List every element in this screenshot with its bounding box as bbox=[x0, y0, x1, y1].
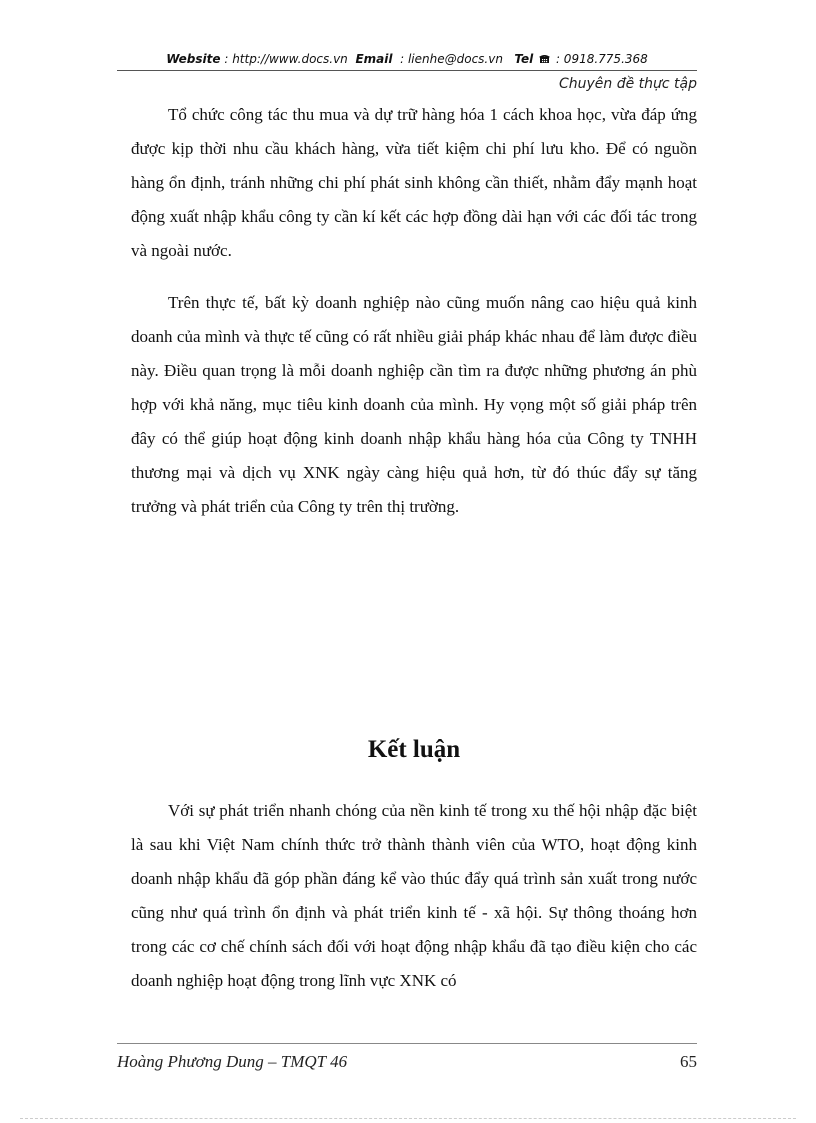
page-number: 65 bbox=[680, 1052, 697, 1071]
paragraph-text: Trên thực tế, bất kỳ doanh nghiệp nào cũng muốn nâng cao hiệu quả kinh doanh của mình và thực tế cũng có rất nhiều giải pháp khác nhau để làm được điều này. Điều quan trọng là mỗi doanh nghiệp cần tìm ra được những phương án phù hợp với khả năng, mục tiêu kinh doanh của mình. Hy vọng một số giải pháp trên đây có thể giúp hoạt động kinh doanh nhập khẩu hàng hóa của Công ty TNHH thương mại và dịch vụ XNK ngày càng hiệu quả hơn, từ đó thúc đẩy sự tăng trưởng và phát triển của Công ty trên thị trường. bbox=[131, 293, 697, 516]
email-label: Email bbox=[355, 52, 393, 66]
tel-label: Tel bbox=[514, 52, 534, 66]
email-address: : lienhe@docs.vn bbox=[400, 52, 503, 66]
website-url: : http://www.docs.vn bbox=[224, 52, 348, 66]
paragraph-text: Tổ chức công tác thu mua và dự trữ hàng hóa 1 cách khoa học, vừa đáp ứng được kịp thời nhu cầu khách hàng, vừa tiết kiệm chi phí lưu kho. Để có nguồn hàng ổn định, tránh những chi phí phát sinh không cần thiết, nhằm đẩy mạnh hoạt động xuất nhập khẩu công ty cần kí kết các hợp đồng dài hạn với các đối tác trong và ngoài nước. bbox=[131, 105, 697, 260]
site-header bbox=[117, 50, 697, 68]
conclusion-heading: Kết luận bbox=[367, 736, 461, 763]
body-paragraph-1 bbox=[131, 98, 697, 268]
body-paragraph-3 bbox=[131, 794, 697, 998]
footer-author: Hoàng Phương Dung – TMQT 46 bbox=[117, 1052, 348, 1071]
paragraph-text: Với sự phát triển nhanh chóng của nền kinh tế trong xu thế hội nhập đặc biệt là sau khi Việt Nam chính thức trở thành thành viên của WTO, hoạt động kinh doanh nhập khẩu đã góp phần đáng kể vào thúc đẩy quá trình sản xuất trong nước cũng như quá trình ổn định và phát triển kinh tế - xã hội. Sự thông thoáng hơn trong các cơ chế chính sách đối với hoạt động nhập khẩu đã tạo điều kiện cho các doanh nghiệp hoạt động trong lĩnh vực XNK có bbox=[131, 801, 697, 990]
tel-number: : 0918.775.368 bbox=[555, 52, 648, 66]
header-divider bbox=[117, 70, 697, 71]
body-paragraph-2 bbox=[131, 286, 697, 524]
section-title: Chuyên đề thực tập bbox=[558, 76, 697, 92]
website-label: Website bbox=[166, 52, 221, 66]
phone-icon bbox=[539, 54, 550, 64]
footer-divider bbox=[117, 1043, 697, 1044]
page-break-line bbox=[20, 1118, 796, 1119]
